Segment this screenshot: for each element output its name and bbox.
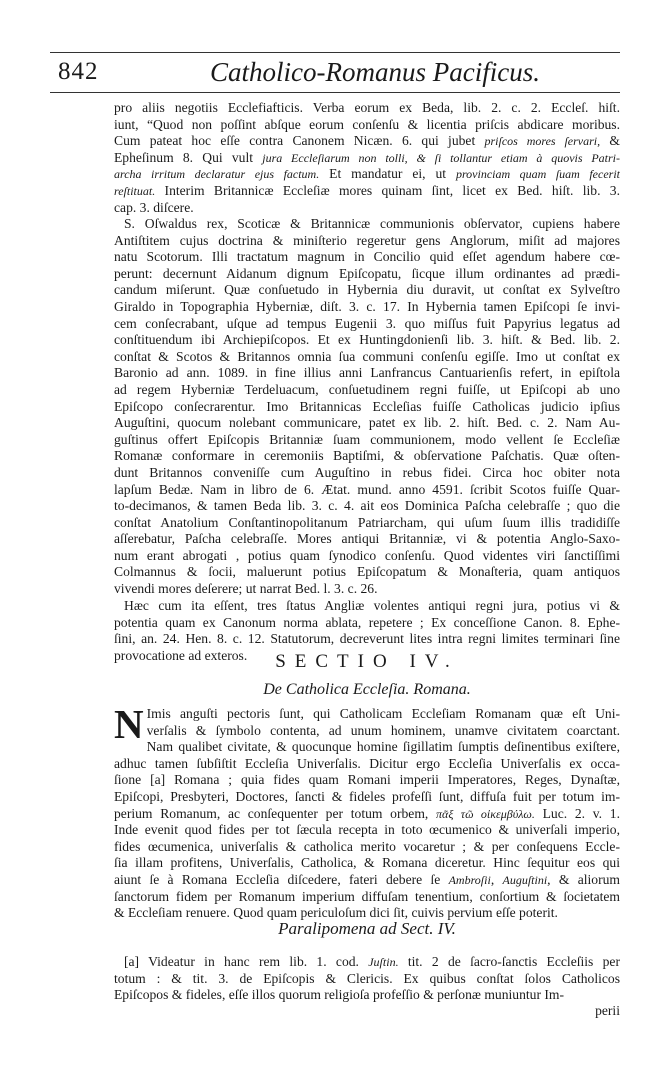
- text-line: reſtituat. Interim Britannicæ Eccleſiæ mores quinam ſint, licet ex Bed. hiſt. lib. 3.: [114, 182, 620, 198]
- text-line: conſtat & Scotos & Britannos omnia ſua communi conſenſu egiſſe. Imo ut conſtat ex: [114, 348, 620, 364]
- text-line: to-decimanos, & tamen Beda lib. 3. c. 4. ait eos Dominica Paſcha celebraſſe ; quo die: [114, 498, 620, 514]
- header-top-rule: [50, 52, 620, 53]
- text-line: aſſerebatur, Paſcha celebraſſe. Mores antiqui Britanniæ, vi & potentia Anglo-Saxo-: [114, 531, 620, 547]
- text-line: perium Romanum, ac conſequenter per totum orbem, πᾶξ τῶ οἰκεμβύλω. Luc. 2. v. 1.: [114, 805, 620, 821]
- text-line: cap. 3. diſcere.: [114, 199, 194, 215]
- text-line: pro aliis negotiis Ecclefiafticis. Verba eorum ex Beda, lib. 2. c. 2. Eccleſ. hiſt.: [114, 100, 620, 115]
- text-line: Antiſtitem cujus doctrina & miniſterio regeretur gens Anglorum, miſit ad majores: [114, 232, 620, 248]
- page-number: 842: [58, 58, 99, 85]
- paragraph-1: [114, 100, 620, 216]
- section-subtitle: De Catholica Eccleſia. Romana.: [263, 681, 471, 698]
- running-title: Catholico-Romanus Pacificus.: [210, 57, 540, 87]
- text-line: & Eccleſiam renuere. Quod quam periculoſum dici ſit, cuivis pervium eſſe poterit.: [114, 905, 558, 921]
- text-line: Colmannus & ſocii, maluerunt potius Epiſcopatum & Monaſteria, quam antiquos: [114, 564, 620, 580]
- text-line: Giraldo in Topographia Hyberniæ, diſt. 3. c. 17. In Hybernia tamen Epiſcopi ſe invi-: [114, 298, 620, 314]
- text-line: verſalis & ſymbolo contenta, ad unum hominem, unamve civitatem coarctant.: [146, 722, 620, 738]
- text-line: Nam qualibet civitate, & quocunque homine ſigillatim ſumptis deſinentibus exiſtere,: [146, 739, 620, 755]
- catchword-wrap: [114, 1003, 620, 1020]
- text-line: ſione [a] Romana ; quia fides quam Romani imperii Imperatores, Reges, Dynaſtæ,: [114, 772, 620, 788]
- text-line: conſtat Anatolium Conſtantinopolitanum Patriarcham, qui uſum ſuum illis tradidiſſe: [114, 514, 620, 530]
- text-line: conſtituendum ibi Archiepiſcopos. Et ex Huntingdonienſi lib. 3. hiſt. & Bed. lib. 2.: [114, 332, 620, 348]
- drop-cap: N: [114, 701, 144, 747]
- text-line: Imis anguſti pectoris ſunt, qui Catholicam Eccleſiam Romanam quæ eſt Uni-: [146, 706, 620, 721]
- text-line: perunt: decernunt Aidanum dignum Epiſcopatu, ſicque illum ordinantes ad prædi-: [114, 265, 620, 281]
- text-line: aiunt ſe à Romana Eccleſia diſcedere, fateri debere ſe Ambroſii, Auguſtini, & aliorum: [114, 871, 620, 887]
- text-line: ſini, an. 24. Hen. 8. c. 12. Statutorum, decreverunt lites intra regni limites terminari ſine: [114, 631, 620, 647]
- text-line: vivendi mores deſerere; ut narrat Bed. l. 3. c. 26.: [114, 581, 378, 597]
- text-line: Romanæ conformare in ceremoniis Baptiſmi, & obſervatione Paſchatis. Quæ oſten-: [114, 448, 620, 464]
- text-line: Inde evenit quod fides per tot ſæcula recepta in toto œcumenico & univerſali imperio,: [114, 822, 620, 838]
- catchword: perii: [595, 1003, 620, 1018]
- text-line: Epheſinum 8. Qui vult jura Eccleſiarum non tolli, & ſi tollantur etiam à quovis Patri-: [114, 149, 620, 165]
- text-line: num erant abrogati , potius quam ſynodico conſenſu. Quod videntes viri ſanctiſſimi: [114, 547, 620, 563]
- text-line: Epiſcopo conſecrarentur. Imo Britannicas Eccleſias fuiſſe Catholicas judicio ipſius: [114, 398, 620, 414]
- section-title: SECTIO IV.: [275, 651, 459, 672]
- paragraph-4: [114, 701, 620, 922]
- text-line: ſia illam profitens, Univerſalis, Catholica, & Romana diceretur. Hinc ſequitur eos qui: [114, 855, 620, 871]
- text-line: Auguſtini, quocum nolebant communicare, patet ex lib. 2. hiſt. Bed. c. 2. Nam Au-: [114, 415, 620, 431]
- text-line: lapſum Bedæ. Nam in libro de 6. Ætat. mund. anno 4591. ſcribit Scotos fuiſſe Quar-: [114, 481, 620, 497]
- text-line: dunt Britannos conveniſſe cum Auguſtino in rebus fidei. Circa hoc obiter nota: [114, 464, 620, 480]
- text-line: Epiſcopi, Presbyteri, Doctores, ſancti & fideles profeſſi ſunt, diffuſa fuit per totum im-: [114, 788, 620, 804]
- text-line: provocatione ad exteros.: [114, 647, 248, 663]
- text-line: fides œcumenica, univerſalis & catholica merito vocaretur ; & per conſequens Eccle-: [114, 838, 620, 854]
- text-line: iunt, “Quod non poſſint abſque eorum conſenſu & licentia priſcis abdicare moribus.: [114, 116, 620, 132]
- text-line: archa irritum declaratur ejus factum. Et mandatur ei, ut provinciam quam ſuam fecerit: [114, 166, 620, 182]
- text-line: guſtinus offert Epiſcopis Britanniæ ſuam communionem, modo vellent ſe Eccleſiæ: [114, 431, 620, 447]
- text-line: totum : & tit. 3. de Epiſcopis & Clericis. Ex quibus conſtat ſolos Catholicos: [114, 970, 620, 986]
- text-line: Epiſcopos & fideles, eſſe illos quorum religioſa profeſſio & perſonæ muniuntur Im-: [114, 987, 565, 1003]
- header-bottom-rule: [50, 92, 620, 93]
- text-line: ſanctorum fidem per Romanum imperium diffuſam tenentium, conſortium & ſocietatem: [114, 888, 620, 904]
- text-line: Baronio ad ann. 1089. in fine illius anni Lanfrancus Cantuarienſis refert, in epiſtola: [114, 365, 620, 381]
- paragraph-4-lines: [114, 701, 620, 922]
- text-line: S. Oſwaldus rex, Scoticæ & Britannicæ communionis obſervator, cupiens habere: [124, 216, 620, 231]
- paragraph-2: [114, 216, 620, 598]
- text-line: cem conſecrabant, uſque ad tempus Eugenii 3. quo miſſus fuit Papyrius legatus ad: [114, 315, 620, 331]
- text-line: candum miſerunt. Quæ conſuetudo in Hybernia diu duravit, ut conſtat ex Sylveſtro: [114, 282, 620, 298]
- text-line: natu Scotorum. Illi tractatum magnum in Concilio quid eſſet agendum habere cœ-: [114, 249, 620, 265]
- text-line: ad regem Hyberniæ Terdeluacum, conſuetudinem regni fuiſſe, ut Epiſcopi ab uno: [114, 381, 620, 397]
- text-line: potentia quam ex Canonum norma ablata, repetere ; Ex conceſſione Canon. 8. Ephe-: [114, 614, 620, 630]
- text-line: [a] Videatur in hanc rem lib. 1. cod. Juſtin. tit. 2 de ſacro-ſanctis Eccleſiis per: [124, 954, 620, 969]
- text-line: adhuc tamen ſubſiſtit Eccleſia Univerſalis. Dicitur ergo Eccleſia Univerſalis ex occa-: [114, 755, 620, 771]
- text-line: Cum pateat hoc eſſe contra Canonem Nicæn. 6. qui jubet priſcos mores ſervari, &: [114, 133, 620, 149]
- text-line: Hæc cum ita eſſent, tres ſtatus Angliæ volentes antiqui regni jura, potius vi &: [124, 598, 620, 613]
- footnote-a: [114, 954, 620, 1004]
- paralipomena-title: Paralipomena ad Sect. IV.: [278, 919, 456, 938]
